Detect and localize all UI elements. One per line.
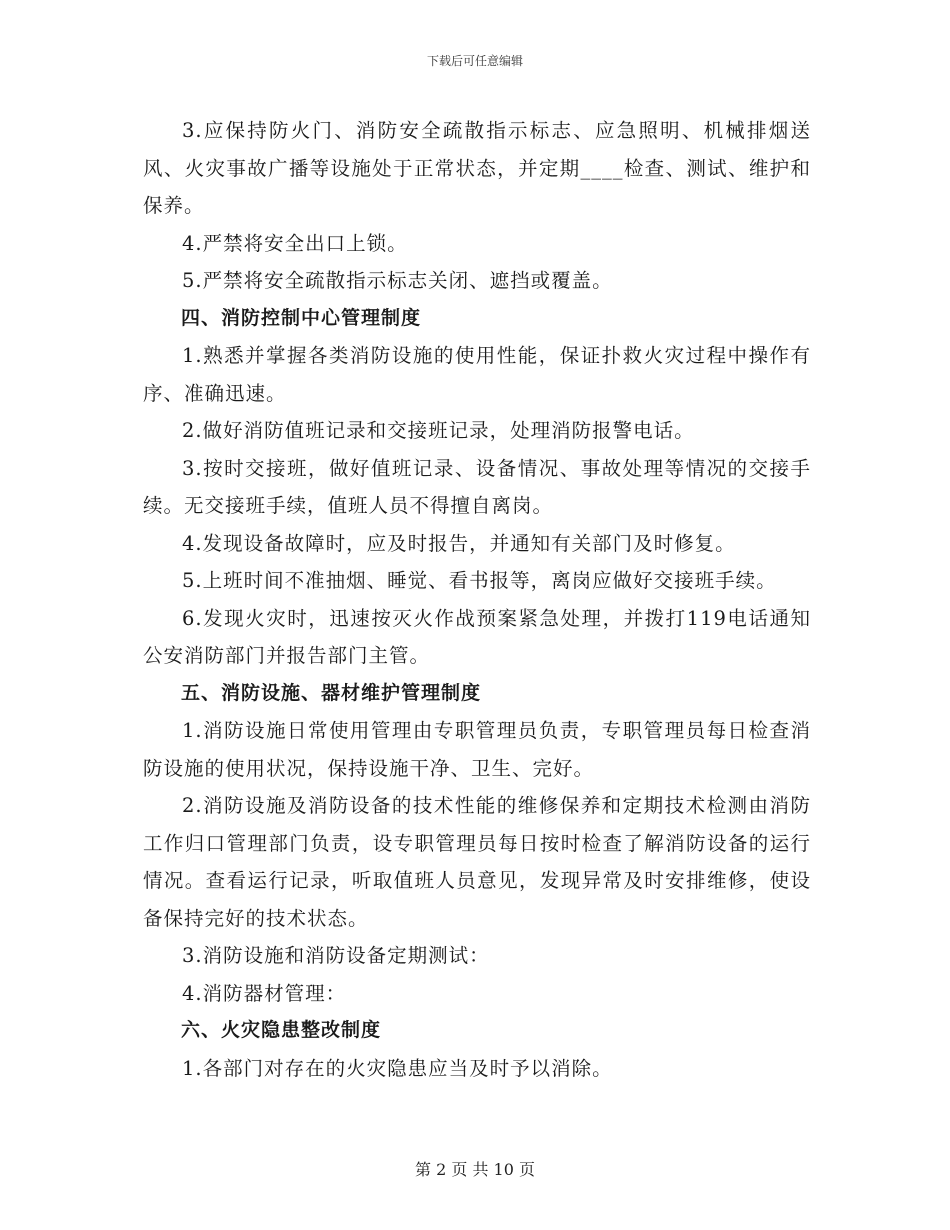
section-heading: 六、火灾隐患整改制度 <box>181 1019 382 1041</box>
paragraph: 5.上班时间不准抽烟、睡觉、看书报等，离岗应做好交接班手续。 <box>182 569 777 592</box>
paragraph: 3.按时交接班，做好值班记录、设备情况、事故处理等情况的交接手续。无交接班手续，值班人员不得擅自离岗。 <box>143 456 811 517</box>
section-heading: 五、消防设施、器材维护管理制度 <box>181 681 482 704</box>
paragraph: 5.严禁将安全疏散指示标志关闭、遮挡或覆盖。 <box>182 269 613 292</box>
paragraph: 2.做好消防值班记录和交接班记录，处理消防报警电话。 <box>182 419 695 442</box>
paragraph: 1.消防设施日常使用管理由专职管理员负责，专职管理员每日检查消防设施的使用状况，保持设施干净、卫生、完好。 <box>143 719 811 780</box>
section-heading: 四、消防控制中心管理制度 <box>181 306 422 329</box>
page-header: 下载后可任意编辑 <box>426 54 523 68</box>
paragraph: 4.发现设备故障时，应及时报告，并通知有关部门及时修复。 <box>182 531 736 555</box>
paragraph: 4.消防器材管理： <box>182 981 347 1005</box>
paragraph: 3.应保持防火门、消防安全疏散指示标志、应急照明、机械排烟送风、火灾事故广播等设施处于正常状态，并定期____检查、测试、维护和保养。 <box>143 119 811 217</box>
paragraph: 1.各部门对存在的火灾隐患应当及时予以消除。 <box>182 1056 613 1080</box>
paragraph: 3.消防设施和消防设备定期测试： <box>182 944 490 967</box>
document-body <box>143 112 811 1087</box>
paragraph: 2.消防设施及消防设备的技术性能的维修保养和定期技术检测由消防工作归口管理部门负责，设专职管理员每日按时检查了解消防设备的运行情况。查看运行记录，听取值班人员意见，发现异常及时安排维修，使设备保持完好的技术状态。 <box>143 794 811 930</box>
page-number: 第 2 页 共 10 页 <box>415 1160 535 1179</box>
paragraph: 4.严禁将安全出口上锁。 <box>182 231 408 255</box>
paragraph: 1.熟悉并掌握各类消防设施的使用性能，保证扑救火灾过程中操作有序、准确迅速。 <box>143 344 811 405</box>
paragraph: 6.发现火灾时，迅速按灭火作战预案紧急处理，并拨打119电话通知公安消防部门并报告部门主管。 <box>143 606 811 667</box>
